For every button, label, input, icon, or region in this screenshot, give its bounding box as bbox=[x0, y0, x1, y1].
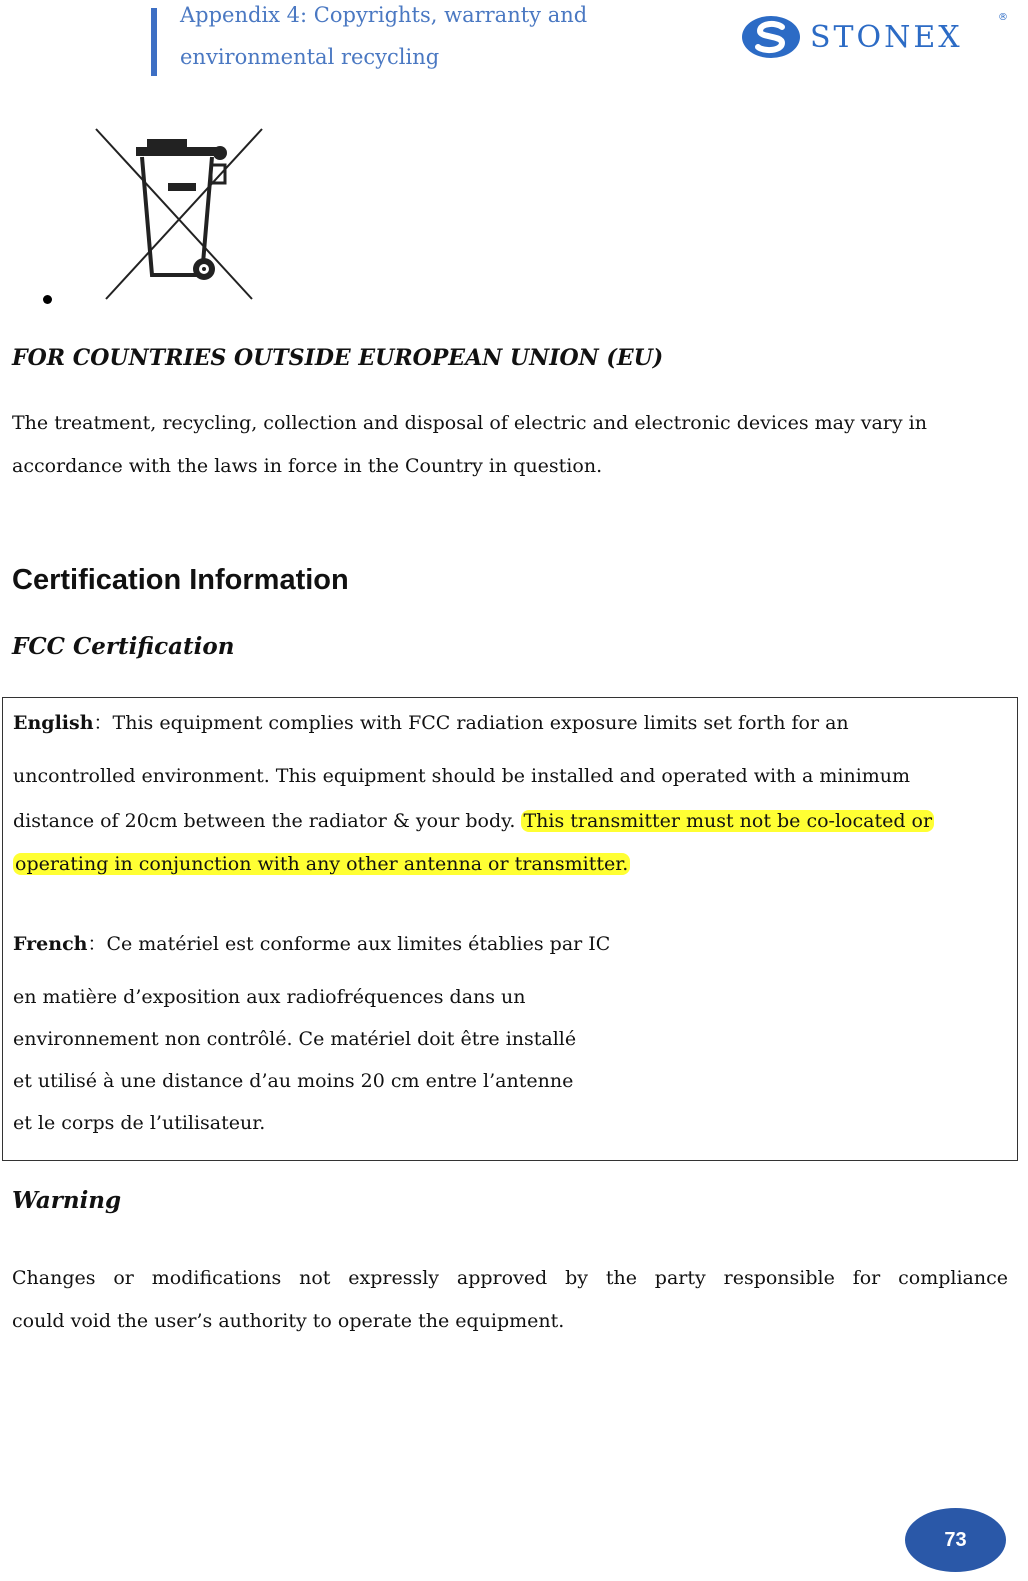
bullet-dot bbox=[43, 295, 52, 304]
outside-eu-heading: FOR COUNTRIES OUTSIDE EUROPEAN UNION (EU) bbox=[12, 345, 664, 371]
stonex-logo-icon bbox=[740, 14, 802, 60]
fcc-statement-box bbox=[2, 697, 1018, 1161]
french-text-1: Ce matériel est conforme aux limites établies par IC bbox=[106, 933, 611, 955]
warning-heading: Warning bbox=[12, 1187, 122, 1214]
outside-eu-line-1: The treatment, recycling, collection and disposal of electric and electronic devices may vary in bbox=[12, 412, 927, 434]
french-line-5: et le corps de l’utilisateur. bbox=[13, 1112, 266, 1134]
english-separator: ： bbox=[93, 712, 113, 734]
page-number-badge: 73 bbox=[905, 1508, 1006, 1572]
french-label: French bbox=[13, 933, 88, 955]
crossed-out-wheelie-bin-icon bbox=[92, 127, 264, 302]
english-label: English bbox=[13, 712, 94, 734]
page-header-title: Appendix 4: Copyrights, warranty and environmental recycling bbox=[180, 3, 588, 69]
english-line-4 bbox=[13, 853, 630, 875]
english-line-1 bbox=[13, 708, 849, 735]
logo-wordmark: STONEX bbox=[810, 19, 963, 55]
warning-line-1: Changes or modifications not expressly approved by the party responsible for compliance bbox=[12, 1267, 1008, 1289]
highlighted-text-1: This transmitter must not be co-located or bbox=[523, 810, 933, 832]
english-line-3 bbox=[13, 810, 934, 832]
highlighted-text-2: operating in conjunction with any other antenna or transmitter. bbox=[15, 853, 629, 875]
header-accent-bar bbox=[151, 8, 157, 76]
french-line-1 bbox=[13, 929, 610, 956]
english-text-3: distance of 20cm between the radiator & your body. bbox=[13, 810, 516, 832]
outside-eu-line-2: accordance with the laws in force in the Country in question. bbox=[12, 455, 603, 477]
french-separator: ： bbox=[87, 933, 107, 955]
english-text-1: This equipment complies with FCC radiation exposure limits set forth for an bbox=[112, 712, 849, 734]
fcc-certification-heading: FCC Certification bbox=[12, 633, 235, 660]
french-line-4: et utilisé à une distance d’au moins 20 cm entre l’antenne bbox=[13, 1070, 574, 1092]
french-line-3: environnement non contrôlé. Ce matériel doit être installé bbox=[13, 1028, 577, 1050]
section-heading: Certification Information bbox=[12, 564, 349, 596]
english-line-2: uncontrolled environment. This equipment should be installed and operated with a minimum bbox=[13, 765, 911, 787]
registered-mark: ® bbox=[998, 12, 1008, 23]
french-line-2: en matière d’exposition aux radiofréquences dans un bbox=[13, 986, 526, 1008]
warning-line-2: could void the user’s authority to operate the equipment. bbox=[12, 1310, 565, 1332]
stonex-logo bbox=[740, 14, 1010, 60]
